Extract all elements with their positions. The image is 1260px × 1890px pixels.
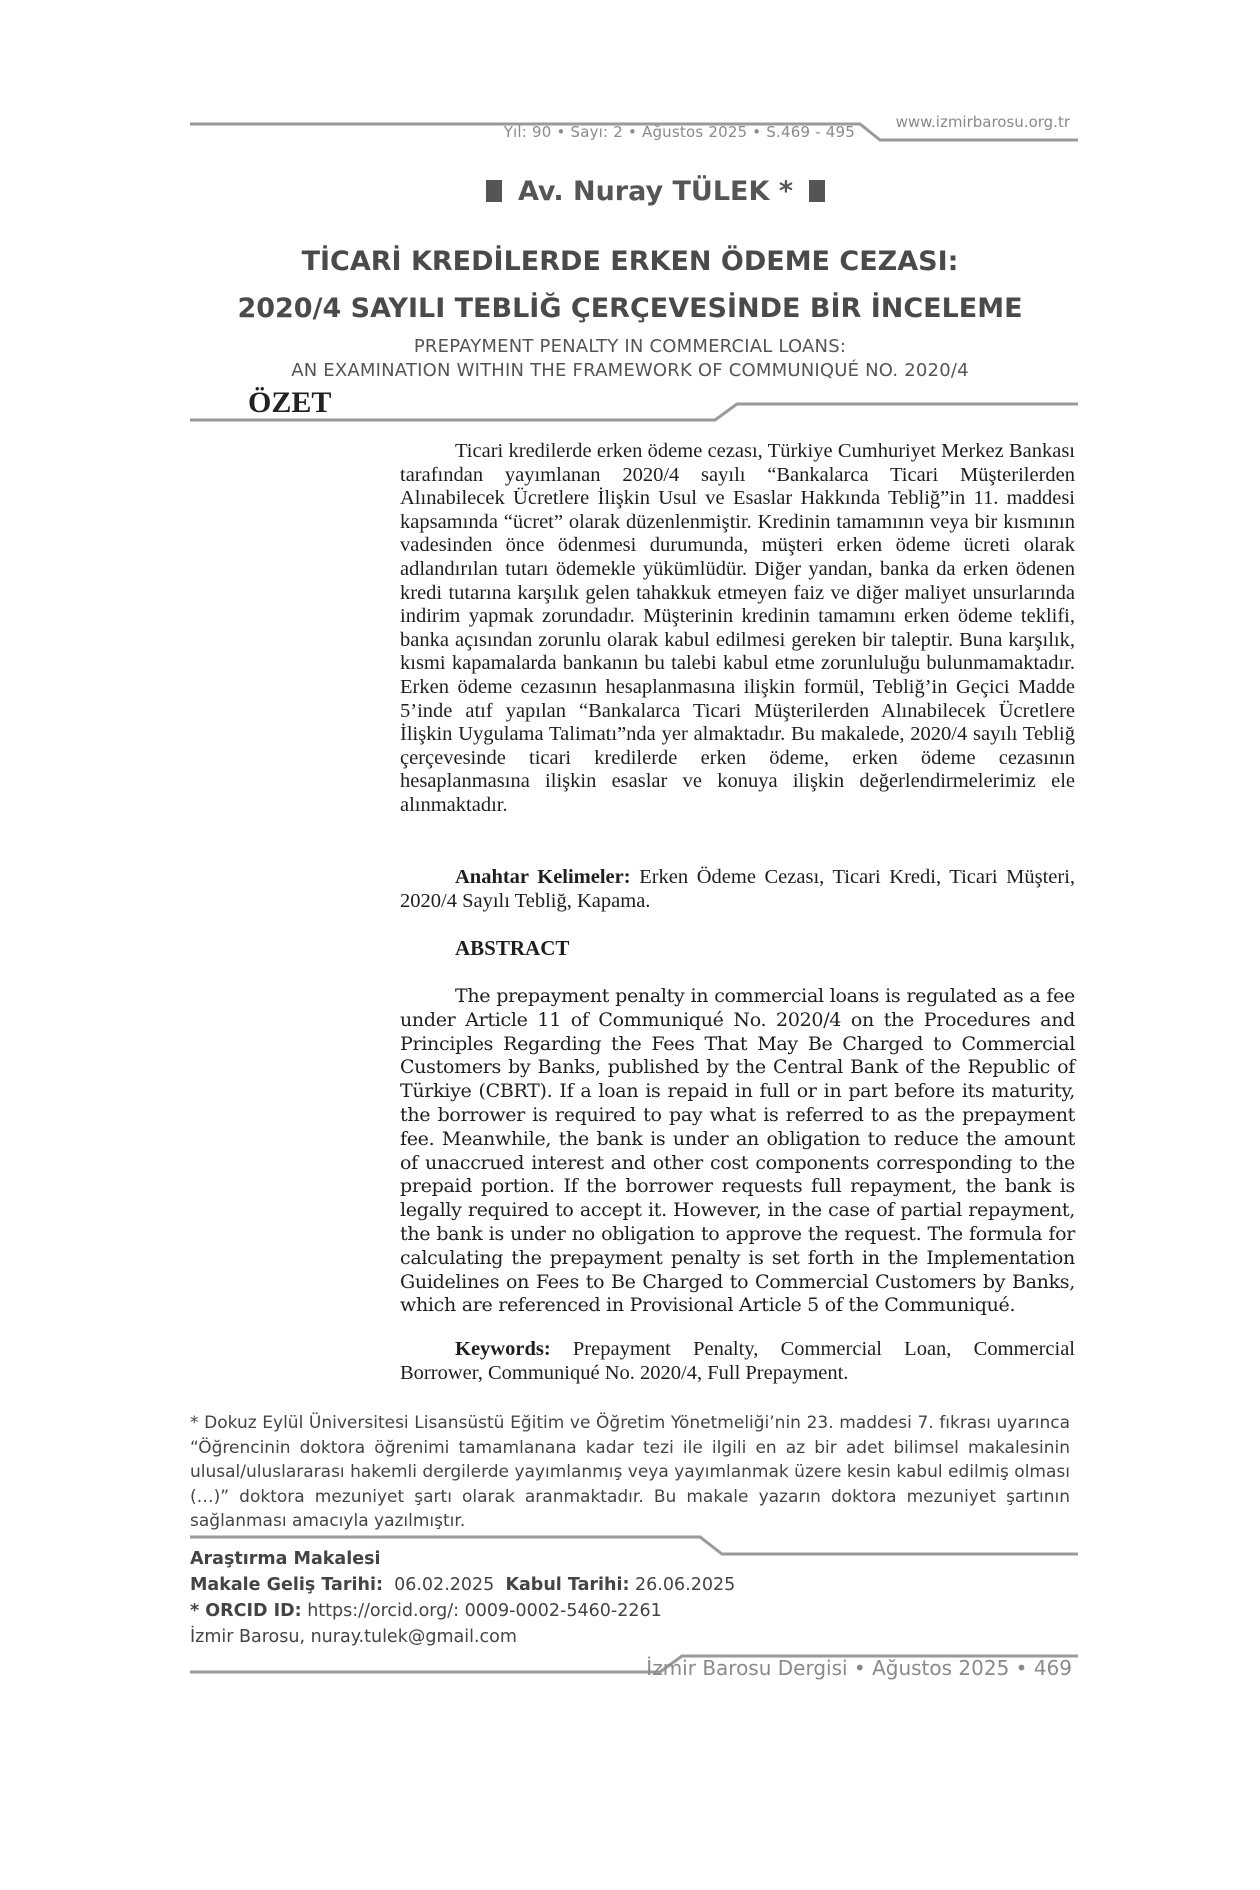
received-label: Makale Geliş Tarihi: bbox=[190, 1575, 383, 1595]
title-tr-line1: TİCARİ KREDİLERDE ERKEN ÖDEME CEZASI: bbox=[301, 246, 959, 277]
author-line bbox=[470, 176, 793, 207]
accepted-label: Kabul Tarihi: bbox=[505, 1575, 630, 1595]
accepted-date: 26.06.2025 bbox=[635, 1575, 736, 1595]
orcid-label: * ORCID ID: bbox=[190, 1601, 302, 1621]
article-type: Araştırma Makalesi bbox=[190, 1549, 381, 1569]
orcid-link[interactable]: https://orcid.org/: 0009-0002-5460-2261 bbox=[307, 1601, 662, 1621]
affiliation: İzmir Barosu, nuray.tulek@gmail.com bbox=[190, 1627, 517, 1647]
title-tr-line2: 2020/4 SAYILI TEBLİĞ ÇERÇEVESİNDE BİR İNCELEME bbox=[237, 293, 1023, 324]
abstract-body bbox=[400, 985, 1075, 1318]
square-left-icon bbox=[486, 180, 502, 202]
issue-info: Yıl: 90 • Sayı: 2 • Ağustos 2025 • S.469 - 495 bbox=[503, 123, 855, 141]
keywords-tr bbox=[400, 866, 1075, 913]
keywords-en-label: Keywords: bbox=[455, 1338, 551, 1360]
abstract-paragraph: The prepayment penalty in commercial loans is regulated as a fee under Article 11 of Communiqué No. 2020/4 on the Procedures and Principles Regarding the Fees That May Be Charged to Commercial Customers by Banks, published by the Central Bank of the Republic of Türkiye (CBRT). If a loan is repaid in full or in part before its maturity, the borrower is required to pay what is referred to as the prepayment fee. Meanwhile, the bank is under an obligation to reduce the amount of unaccrued interest and other cost components corresponding to the prepaid portion. If the borrower requests full repayment, the bank is legally required to accept it. However, in the case of partial repayment, the bank is under no obligation to approve the request. The formula for calculating the prepayment penalty is set forth in the Implementation Guidelines on Fees to Be Charged to Commercial Customers by Banks, which are referenced in Provisional Article 5 of the Communiqué. bbox=[400, 985, 1075, 1317]
keywords-tr-label: Anahtar Kelimeler: bbox=[455, 866, 631, 888]
received-date: 06.02.2025 bbox=[394, 1575, 495, 1595]
keywords-tr-values: Erken Ödeme Cezası, Ticari Kredi, Ticari Müşteri, 2020/4 Sayılı Tebliğ, Kapama. bbox=[400, 866, 1076, 912]
ozet-heading: ÖZET bbox=[248, 386, 332, 419]
abstract-heading: ABSTRACT bbox=[455, 936, 570, 960]
article-info bbox=[190, 1546, 890, 1650]
keywords-en bbox=[400, 1338, 1075, 1385]
keywords-en-values: Prepayment Penalty, Commercial Loan, Commercial Borrower, Communiqué No. 2020/4, Full Prepayment. bbox=[400, 1338, 1075, 1384]
title-en-line2: AN EXAMINATION WITHIN THE FRAMEWORK OF COMMUNIQUÉ NO. 2020/4 bbox=[291, 360, 969, 381]
footnote: * Dokuz Eylül Üniversitesi Lisansüstü Eğitim ve Öğretim Yönetmeliği’nin 23. maddesi 7. fıkrası uyarınca “Öğrencinin doktora öğrenimi tamamlanana kadar tezi ile ilgili en az bir adet bilimsel makalesinin ulusal/uluslararası hakemli dergilerde yayımlanmış veya yayımlanmak üzere kesin kabul edilmiş olması (…)” doktora mezuniyet şartı olarak aranmaktadır. Bu makale yazarın doktora mezuniyet şartının sağlanması amacıyla yazılmıştır. bbox=[190, 1413, 1070, 1531]
ozet-body bbox=[400, 440, 1075, 818]
title-en-line1: PREPAYMENT PENALTY IN COMMERCIAL LOANS: bbox=[413, 336, 847, 357]
square-right-icon bbox=[809, 180, 825, 202]
ozet-paragraph: Ticari kredilerde erken ödeme cezası, Türkiye Cumhuriyet Merkez Bankası tarafından yayımlanan 2020/4 sayılı “Bankalarca Ticari Müşterilerden Alınabilecek Ücretlere İlişkin Usul ve Esaslar Hakkında Tebliğ”in 11. maddesi kapsamında “ücret” olarak düzenlenmiştir. Kredinin tamamının veya bir kısmının vadesinden önce ödenmesi durumunda, müşteri erken ödeme ücreti olarak adlandırılan tutarı ödemekle yükümlüdür. Diğer yandan, banka da erken ödenen kredi tutarına karşılık gelen tahakkuk etmeyen faiz ve diğer maliyet unsurlarında indirim yapmak zorundadır. Müşterinin kredinin tamamını erken ödeme teklifi, banka açısından zorunlu olarak kabul edilmesi gereken bir taleptir. Buna karşılık, kısmi kapamalarda bankanın bu talebi kabul etme zorunluluğu bulunmamaktadır. Erken ödeme cezasının hesaplanmasına ilişkin formül, Tebliğ’in Geçici Madde 5’inde atıf yapılan “Bankalarca Ticari Müşterilerden Alınabilecek Ücretlere İlişkin Uygulama Talimatı”nda yer almaktadır. Bu makalede, 2020/4 sayılı Tebliğ çerçevesinde ticari kredilerde erken ödeme, erken ödeme cezasının hesaplanmasına ilişkin esaslar ve konuya ilişkin değerlendirmelerimiz ele alınmaktadır. bbox=[400, 440, 1075, 816]
dates-line bbox=[190, 1572, 890, 1598]
author-name: Av. Nuray TÜLEK * bbox=[518, 176, 793, 207]
orcid-line bbox=[190, 1598, 890, 1624]
journal-url[interactable]: www.izmirbarosu.org.tr bbox=[895, 113, 1070, 131]
page-footer: İzmir Barosu Dergisi • Ağustos 2025 • 469 bbox=[646, 1656, 1072, 1680]
